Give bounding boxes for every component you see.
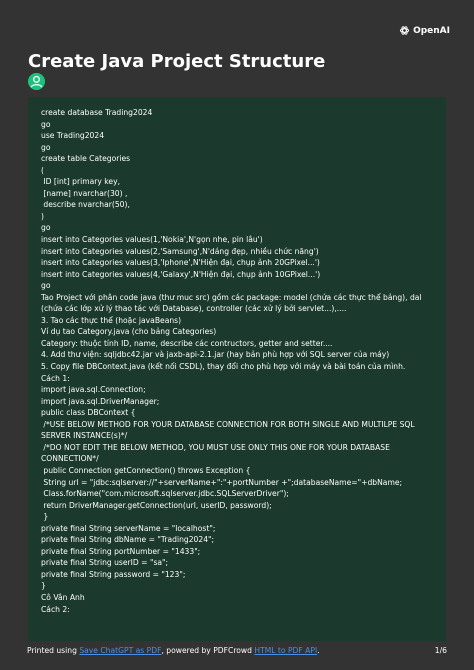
content-line: go (41, 142, 51, 152)
content-line: insert into Categories values(1,'Nokia',N'gọn nhe, pin lâu') (41, 235, 263, 245)
content-line: private final String serverName = "localhost"; (41, 523, 216, 533)
content-line: go (41, 223, 51, 233)
content-line: insert into Categories values(3,'Iphone',N'Hiện đại, chụp ảnh 20GPixel...') (41, 258, 320, 268)
content-line: (chứa các lớp xử lý thao tác với Database), controller (các xử lý bởi servlet...),.... (41, 304, 347, 314)
content-line: 4. Add thư viện: sqljdbc42.jar và jaxb-api-2.1.jar (hay bản phù hợp với SQL server của máy) (41, 350, 390, 360)
content-line: Ví dụ tao Category.java (cho bảng Categories) (41, 327, 217, 337)
brand-name: OpenAI (413, 25, 450, 36)
footer-prefix: Printed using (27, 646, 80, 655)
content-line: } (41, 512, 49, 522)
content-line: ( (41, 165, 44, 175)
content-line: 3. Tao các thực thể (hoặc javaBeans) (41, 315, 182, 325)
print-footer (27, 646, 320, 655)
content-line: go (41, 281, 51, 291)
content-line: return DriverManager.getConnection(url, userID, password); (41, 500, 272, 510)
content-line: go (41, 119, 51, 129)
content-line: import java.sql.Connection; (41, 385, 146, 395)
save-chatgpt-link[interactable]: Save ChatGPT as PDF (79, 646, 162, 655)
content-line: Tao Project với phân code java (thư muc src) gồm các package: model (chứa các thực thể bảng), dal (41, 292, 422, 302)
content-line: [name] nvarchar(30) , (41, 188, 128, 198)
content-line: private final String userID = "sa"; (41, 558, 169, 568)
openai-logo-icon (399, 25, 410, 36)
content-line: } (41, 581, 46, 591)
footer-middle: , powered by PDFCrowd (161, 646, 255, 655)
content-line: /*USE BELOW METHOD FOR YOUR DATABASE CONNECTION FOR BOTH SINGLE AND MULTILPE SQL SERVER INSTANCE(s)*/ (41, 419, 418, 441)
content-line: ) (41, 211, 44, 221)
user-avatar-icon (28, 73, 45, 90)
footer-suffix: . (317, 646, 320, 655)
openai-brand (399, 25, 450, 36)
content-line: public Connection getConnection() throws Exception { (41, 465, 251, 475)
page-title: Create Java Project Structure (28, 51, 326, 72)
content-line: private final String dbName = "Trading2024"; (41, 535, 215, 545)
content-line: Class.forName("com.microsoft.sqlserver.jdbc.SQLServerDriver"); (41, 489, 289, 499)
content-line: insert into Categories values(2,'Samsung',N'dáng đẹp, nhiều chức năng') (41, 246, 319, 256)
message-content (28, 97, 446, 641)
content-line: 5. Copy file DBContext.java (kết nối CSDL), thay đổi cho phù hợp với máy và bài toán của mình. (41, 362, 406, 372)
content-line: ID [int] primary key, (41, 177, 121, 187)
content-line: Cách 1: (41, 373, 70, 383)
page-number: 1/6 (434, 646, 447, 655)
content-lines (41, 107, 436, 615)
content-line: /*DO NOT EDIT THE BELOW METHOD, YOU MUST USE ONLY THIS ONE FOR YOUR DATABASE CONNECTION*/ (41, 442, 393, 464)
content-line: use Trading2024 (41, 131, 105, 141)
html-to-pdf-link[interactable]: HTML to PDF API (254, 646, 318, 655)
content-line: private final String password = "123"; (41, 569, 186, 579)
content-line: public class DBContext { (41, 408, 136, 418)
content-line: describe nvarchar(50), (41, 200, 130, 210)
user-avatar (28, 73, 45, 90)
content-line: Cách 2: (41, 604, 70, 614)
content-line: private final String portNumber = "1433"; (41, 546, 201, 556)
content-line: create database Trading2024 (41, 108, 153, 117)
content-line: create table Categories (41, 154, 131, 164)
content-line: import java.sql.DriverManager; (41, 396, 160, 406)
content-line: insert into Categories values(4,'Galaxy',N'Hiện đại, chụp ảnh 10GPixel...') (41, 269, 321, 279)
content-line: Category: thuộc tính ID, name, describe các contructors, getter and setter.... (41, 338, 333, 348)
content-line: String url = "jdbc:sqlserver://"+serverName+":"+portNumber +";databaseName="+dbName; (41, 477, 403, 487)
content-line: Cô Vân Anh (41, 592, 85, 602)
